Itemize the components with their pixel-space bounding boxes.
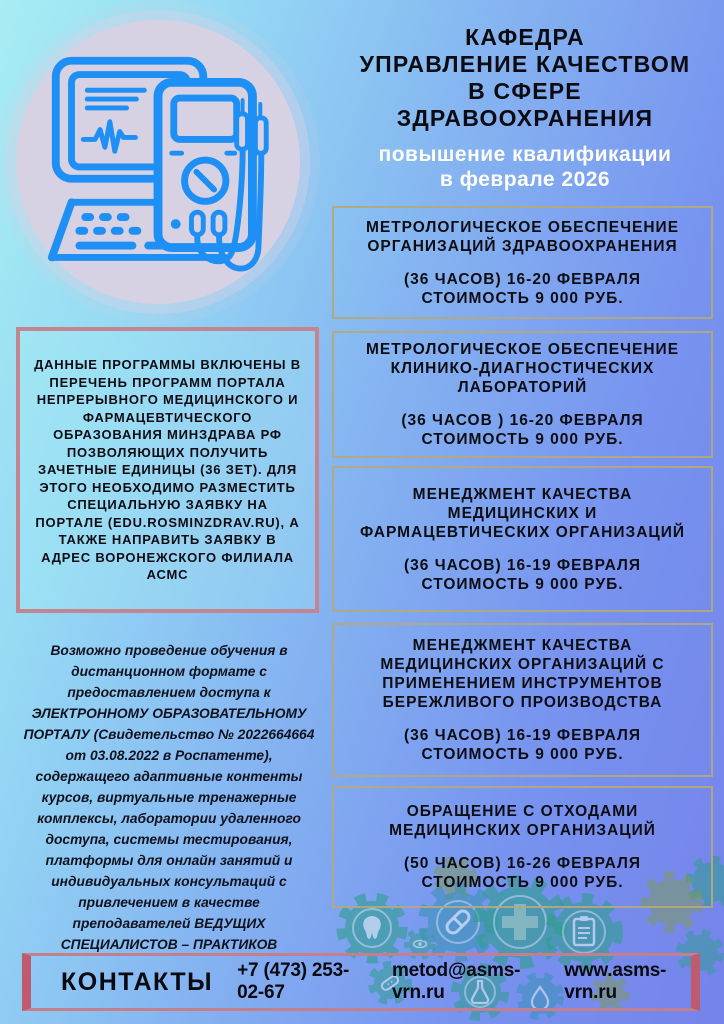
nmo-notice-text: ДАННЫЕ ПРОГРАММЫ ВКЛЮЧЕНЫ В ПЕРЕЧЕНЬ ПРОГРАММ ПОРТАЛА НЕПРЕРЫВНОГО МЕДИЦИНСКОГО И ФАРМАЦЕВТИЧЕСКОГО ОБРАЗОВАНИЯ МИНЗДРАВА РФ ПОЗВОЛЯЮЩИХ ПОЛУЧИТЬ ЗАЧЕТНЫЕ ЕДИНИЦЫ (36 ЗЕТ). ДЛЯ ЭТОГО НЕОБХОДИМО РАЗМЕСТИТЬ СПЕЦИАЛЬНУЮ ЗАЯВКУ НА ПОРТАЛЕ (EDU.ROSMINZDRAV.RU), А ТАКЖЕ НАПРАВИТЬ ЗАЯВКУ В АДРЕС ВОРОНЕЖСКОГО ФИЛИАЛА АСМС: [34, 357, 301, 583]
course-title: МЕТРОЛОГИЧЕСКОЕ ОБЕСПЕЧЕНИЕ ОРГАНИЗАЦИЙ ЗДРАВООХРАНЕНИЯ: [365, 218, 680, 255]
course-title: МЕТРОЛОГИЧЕСКОЕ ОБЕСПЕЧЕНИЕ КЛИНИКО-ДИАГНОСТИЧЕСКИХ ЛАБОРАТОРИЙ: [365, 341, 680, 396]
course-schedule: (36 ЧАСОВ ) 16-20 ФЕВРАЛЯ: [401, 412, 644, 429]
course-card: [332, 331, 713, 458]
course-title: МЕНЕДЖМЕНТ КАЧЕСТВА МЕДИЦИНСКИХ ОРГАНИЗАЦИЙ С ПРИМЕНЕНИЕМ ИНСТРУМЕНТОВ БЕРЕЖЛИВОГО ПРОИЗВОДСТВА: [380, 637, 665, 711]
contact-phone: +7 (473) 253-02-67: [237, 960, 350, 1003]
title-line: В СФЕРЕ: [468, 78, 582, 104]
nmo-notice-box: [16, 327, 319, 613]
course-title: МЕНЕДЖМЕНТ КАЧЕСТВА МЕДИЦИНСКИХ И ФАРМАЦЕВТИЧЕСКИХ ОРГАНИЗАЦИЙ: [359, 485, 686, 541]
course-title: ОБРАЩЕНИЕ С ОТХОДАМИ МЕДИЦИНСКИХ ОРГАНИЗАЦИЙ: [389, 803, 656, 839]
course-schedule: (36 ЧАСОВ) 16-20 ФЕВРАЛЯ: [403, 270, 642, 288]
course-card: [332, 786, 713, 908]
course-schedule: (50 ЧАСОВ) 16-26 ФЕВРАЛЯ: [403, 855, 642, 872]
title-line: КАФЕДРА: [465, 24, 585, 50]
course-price: СТОИМОСТЬ 9 000 РУБ.: [421, 289, 624, 307]
title-line: ЗДРАВООХРАНЕНИЯ: [396, 105, 654, 131]
course-card: [332, 466, 713, 612]
contact-website: www.asms-vrn.ru: [564, 960, 667, 1003]
course-card: [332, 206, 713, 319]
contact-email: metod@asms-vrn.ru: [391, 960, 521, 1003]
page-title: [330, 24, 720, 132]
course-price: СТОИМОСТЬ 9 000 РУБ.: [421, 874, 624, 891]
contacts-label: КОНТАКТЫ: [61, 967, 214, 996]
equipment-badge: [16, 20, 300, 304]
title-line: УПРАВЛЕНИЕ КАЧЕСТВОМ: [359, 51, 691, 77]
multimeter-monitor-icon: [42, 54, 278, 274]
course-price: СТОИМОСТЬ 9 000 РУБ.: [421, 575, 624, 593]
course-price: СТОИМОСТЬ 9 000 РУБ.: [421, 431, 624, 448]
course-schedule: (36 ЧАСОВ) 16-19 ФЕВРАЛЯ: [403, 556, 642, 574]
course-price: СТОИМОСТЬ 9 000 РУБ.: [421, 746, 624, 763]
subtitle-line: повышение квалификации: [378, 143, 672, 166]
subtitle-line: в феврале 2026: [439, 168, 611, 191]
course-schedule: (36 ЧАСОВ) 16-19 ФЕВРАЛЯ: [403, 727, 642, 744]
subtitle: [330, 142, 720, 192]
distance-learning-note: Возможно проведение обучения в дистанционном формате с предоставлением доступа к ЭЛЕКТРОННОМУ ОБРАЗОВАТЕЛЬНОМУ ПОРТАЛУ (Свидетельство № 2022664664 от 03.08.2022 в Роспатенте), содержащего адаптивные контенты курсов, виртуальные тренажерные комплексы, лаборатории удаленного доступа, системы тестирования, платформы для онлайн занятий и индивидуальных консультаций с привлечением в качестве преподавателей ВЕДУЩИХ СПЕЦИАЛИСТОВ – ПРАКТИКОВ: [23, 643, 315, 952]
contacts-bar: [22, 953, 700, 1011]
course-card: [332, 623, 713, 777]
